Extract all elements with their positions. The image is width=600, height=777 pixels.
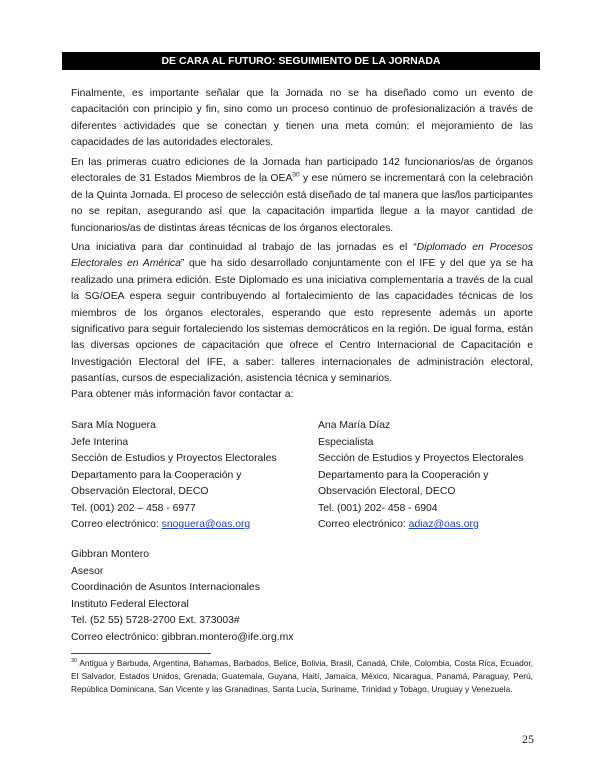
paragraph-participants-text-a: En las primeras cuatro ediciones de la Jornada han participado 142 funcionarios/as de órganos electorales de 31 Estados Miembros de la OEA xyxy=(71,157,533,185)
footnote-reference[interactable]: 30 xyxy=(292,171,300,179)
contact-email-line: Correo electrónico: gibbran.montero@ife.org.mx xyxy=(71,631,294,643)
contact-email-label: Correo electrónico: xyxy=(71,519,162,530)
contact-role: Jefe Interina xyxy=(71,436,129,448)
footnote-divider xyxy=(71,653,211,654)
contact-card-montero xyxy=(71,547,294,646)
paragraph-participants-text-b: y ese número se incrementará con la celebración de la Quinta Jornada. El proceso de selección está diseñado de tal manera que las/los participantes no se repitan, asegurando así que la capacitación impartida llegue a la mayor cantidad de funcionarios/as de distintas áreas técnicas de los órganos electorales. xyxy=(71,173,533,234)
contact-unit: Sección de Estudios y Proyectos Electorales xyxy=(71,453,277,464)
contact-unit: Coordinación de Asuntos Internacionales xyxy=(71,582,260,593)
page-number: 25 xyxy=(522,732,534,746)
contact-card-diaz xyxy=(318,418,524,534)
contact-phone: Tel. (52 55) 5728-2700 Ext. 373003# xyxy=(71,615,240,626)
footnote xyxy=(71,657,533,695)
contact-email-line xyxy=(318,517,524,534)
paragraph-participants xyxy=(71,155,533,237)
contact-phone: Tel. (001) 202 – 458 - 6977 xyxy=(71,502,196,514)
contact-name: Gibbran Montero xyxy=(71,549,149,560)
contact-unit: Sección de Estudios y Proyectos Electorales xyxy=(318,453,524,464)
paragraph-intro: Finalmente, es importante señalar que la Jornada no se ha diseñado como un evento de capacitación con principio y fin, sino como un proceso continuo de profesionalización a través de diferentes actividades que se conectan y tienen una meta común: el mejoramiento de las capacidades de las autoridades electorales. xyxy=(71,88,533,149)
contact-department: Departamento para la Cooperación y xyxy=(318,469,489,481)
paragraph-contact-intro: Para obtener más información favor contactar a: xyxy=(71,389,294,400)
contact-name: Ana María Díaz xyxy=(318,420,391,431)
contact-department-cont: Observación Electoral, DECO xyxy=(71,486,209,497)
paragraph-diplomado-text-b: ” que ha sido desarrollado conjuntamente con el IFE y del que ya se ha realizado una primera edición. Este Diplomado es una iniciativa complementaria a través de la cual la SG/OEA espera seguir contribuyendo al fortalecimiento de las capacidades técnicas de los miembros de los órganos electorales, esperando que esto represente además un aporte significativo para seguir fortaleciendo los sistemas democráticos en la región. De igual forma, están las diversas opciones de capacitación que ofrece el Centro Internacional de Capacitación e Investigación Electoral del IFE, a saber: talleres internacionales de administración electoral, pasantías, cursos de especialización, asistencia técnica y seminarios. xyxy=(71,258,533,385)
contact-department: Departamento para la Cooperación y xyxy=(71,469,242,481)
contact-organization: Instituto Federal Electoral xyxy=(71,598,189,610)
section-header: DE CARA AL FUTURO: SEGUIMIENTO DE LA JORNADA xyxy=(62,52,540,70)
paragraph-diplomado xyxy=(71,240,533,388)
contact-name: Sara Mía Noguera xyxy=(71,420,156,431)
contact-phone: Tel. (001) 202- 458 - 6904 xyxy=(318,502,438,514)
contact-role: Asesor xyxy=(71,565,104,577)
contact-email-line xyxy=(71,517,277,534)
contact-role: Especialista xyxy=(318,436,374,448)
contact-card-noguera xyxy=(71,418,277,534)
contact-email-label: Correo electrónico: xyxy=(318,519,409,530)
contact-department-cont: Observación Electoral, DECO xyxy=(318,486,456,497)
email-link-snoguera[interactable]: snoguera@oas.org xyxy=(161,519,251,530)
footnote-text: Antigua y Barbuda, Argentina, Bahamas, Barbados, Belice, Bolivia, Brasil, Canadá, Chile, Colombia, Costa Rica, Ecuador, El Salvador, Estados Unidos, Grenada, Guatemala, Guyana, Haití, Jamaica, México, Nicaragua, Panamá, Paraguay, Perú, República Dominicana, San Vicente y las Granadinas, Santa Lucía, Suriname, Trinidad y Tobago, Uruguay y Venezuela. xyxy=(71,658,533,694)
footnote-number: 30 xyxy=(71,658,78,665)
paragraph-diplomado-text-a: Una iniciativa para dar continuidad al trabajo de las jornadas es el “ xyxy=(71,242,417,253)
email-link-adiaz[interactable]: adiaz@oas.org xyxy=(408,519,479,530)
diplomado-title: Diplomado en Procesos Electorales en América xyxy=(71,242,533,270)
